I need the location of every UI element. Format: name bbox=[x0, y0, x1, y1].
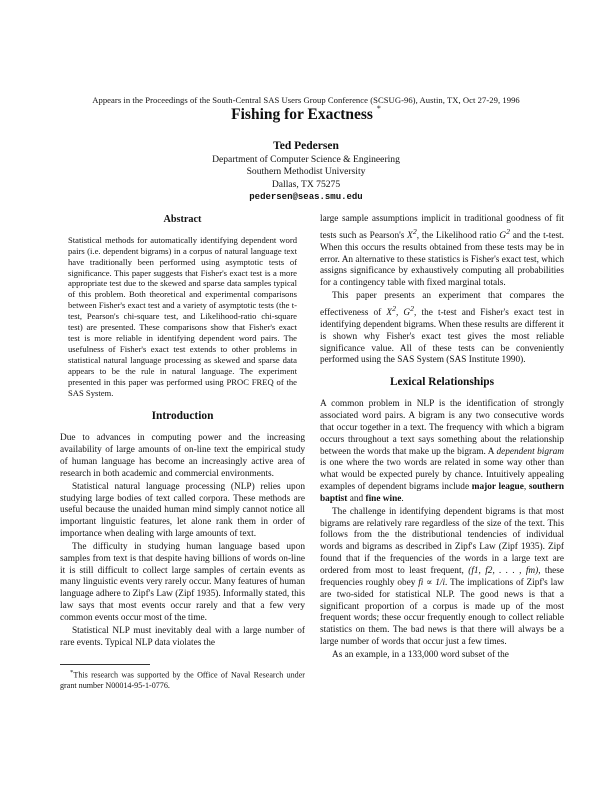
author-name: Ted Pedersen bbox=[273, 140, 339, 152]
lexical-heading: Lexical Relationships bbox=[389, 376, 495, 389]
lexical-paragraph-3: As an example, in a 133,000 word subset of the bbox=[332, 649, 509, 660]
math-frequency-sequence: (f1, f2, . . . , fm) bbox=[468, 565, 539, 576]
math-var: X bbox=[386, 308, 393, 319]
right-column bbox=[320, 214, 564, 662]
text-run: . bbox=[401, 493, 404, 504]
text-run: , bbox=[523, 482, 529, 493]
text-run: , these frequencies roughly obey bbox=[320, 565, 564, 588]
footnote-rule bbox=[60, 664, 150, 665]
paper-presents-paragraph bbox=[320, 291, 564, 367]
affiliation-university: Southern Methodist University bbox=[246, 166, 366, 178]
math-g-squared bbox=[499, 226, 510, 241]
lexical-paragraph-1 bbox=[320, 399, 564, 506]
math-exp: 2 bbox=[392, 304, 396, 313]
text-run: This paper presents an experiment that compares the effectiveness of bbox=[320, 291, 564, 319]
abstract-text: Statistical methods for automatically identifying dependent word pairs (i.e. dependent bigrams) in a corpus of natural language text have traditionally been performed using asymptotic tests of significance. This paper suggests that Fisher's exact test is a more appropriate test due to the skewed and sparse data samples typical of this problem. Both theoretical and experimental comparisons between Fisher's exact test and a variety of asymptotic tests (the t-test, Pearson's chi-square test, and Likelihood-ratio chi-square test) are presented. These comparisons show that Fisher's exact test is more reliable in identifying dependent word pairs. The usefulness of Fisher's exact test extends to other problems in statistical natural language processing as skewed and sparse data appears to be the rule in natural language. The experiment presented in this paper was performed using PROC FREQ of the SAS System. bbox=[68, 234, 297, 398]
math-x-squared bbox=[386, 304, 396, 319]
intro-paragraph-2: Statistical natural language processing (NLP) relies upon studying large bodies of text called corpora. These methods are useful because the unaided human mind simply cannot notice all important linguistic features, let alone rank them in order of importance when dealing with large amounts of text. bbox=[60, 481, 305, 540]
title-footnote-mark: * bbox=[376, 104, 381, 113]
footnote-mark: * bbox=[70, 669, 74, 677]
intro-paragraph-4: Statistical NLP must inevitably deal with a large number of rare events. Typical NLP data violates the bbox=[60, 625, 305, 648]
text-run: , the Likelihood ratio bbox=[416, 230, 500, 241]
emphasis-term: dependent bigram bbox=[496, 446, 564, 457]
continued-paragraph bbox=[320, 214, 564, 290]
example-bigram: major league bbox=[471, 482, 524, 493]
title-text: Fishing for Exactness bbox=[231, 106, 373, 124]
paper-title bbox=[0, 106, 612, 124]
math-x-squared bbox=[407, 226, 417, 241]
intro-paragraph-3: The difficulty in studying human language based upon samples from text is that despite having billions of words on-line it is still difficult to collect large samples of certain events as many linguistic events very rarely occur. Many features of human language adhere to Zipf's Law (Zipf 1935). Informally stated, this law says that most events occur rarely and that a few very common events occur most of the time. bbox=[60, 541, 305, 623]
math-var: G bbox=[403, 308, 411, 319]
text-run: , bbox=[395, 308, 404, 319]
introduction-heading: Introduction bbox=[151, 410, 214, 423]
text-run: and bbox=[347, 493, 366, 504]
footnote-text: This research was supported by the Office of Naval Research under grant number N00014-95-1-0776. bbox=[60, 671, 305, 691]
example-bigram: fine wine bbox=[365, 493, 402, 504]
text-run: large sample assumptions implicit in traditional goodness of fit tests such as Pearson's bbox=[320, 214, 564, 241]
abstract-heading: Abstract bbox=[163, 214, 202, 225]
math-var: X bbox=[407, 230, 413, 241]
math-zipf-law: fi ∝ 1/i bbox=[418, 577, 446, 588]
text-run: The challenge in identifying dependent bigrams is that most bigrams are relatively rare regardless of the size of the text. This follows from the the distributional tendencies of individual words and bigrams as described in Zipf's Law (Zipf 1935). Zipf found that if the frequencies of the words in a large text are ordered from most to least frequent, bbox=[320, 506, 564, 576]
text-run: A common problem in NLP is the identification of strongly associated word pairs. A bigram is any two consecutive words that occur together in a text. The frequency with which a bigram occurs throughout a text says something about the relationship between the words that make up the bigram. A bbox=[320, 399, 564, 457]
math-var: G bbox=[499, 230, 507, 241]
text-run: is one where the two words are related in some way other than what would be expected purely by chance. Intuitively appealing examples of dependent bigrams include bbox=[320, 458, 564, 493]
intro-paragraph-1: Due to advances in computing power and the increasing availability of large amounts of on-line text the empirical study of human language has become an increasingly active area of research in both academic and commercial environments. bbox=[60, 433, 305, 479]
lexical-paragraph-2 bbox=[320, 507, 564, 649]
math-exp: 2 bbox=[506, 226, 510, 236]
math-g-squared bbox=[403, 304, 415, 319]
math-exp: 2 bbox=[412, 226, 417, 236]
proceedings-note: Appears in the Proceedings of the South-Central SAS Users Group Conference (SCSUG-96), Austin, TX, Oct 27-29, 1996 bbox=[92, 95, 520, 105]
left-column bbox=[60, 214, 305, 691]
affiliation-city: Dallas, TX 75275 bbox=[271, 178, 341, 190]
author-email: pedersen@seas.smu.edu bbox=[249, 191, 363, 202]
footnote bbox=[60, 668, 305, 691]
text-run: . The implications of Zipf's law are two-sided for statistical NLP. The good news is that a significant proportion of a corpus is made up of the most frequent words; these occur frequently enough to collect reliable statistics on them. The bad news is that there will always be a large number of words that occur just a few times. bbox=[320, 577, 564, 648]
affiliation-dept: Department of Computer Science & Engineering bbox=[212, 154, 400, 165]
author-affiliation bbox=[0, 154, 612, 203]
text-run: and the t-test. When this occurs the results obtained from these tests may be in error. An alternative to these statistics is Fisher's exact test, which assigns significance by exhaustively computing all probabilities for a contingency table with fixed marginal totals. bbox=[320, 230, 565, 289]
math-exp: 2 bbox=[410, 304, 415, 313]
example-bigram: southern baptist bbox=[320, 482, 564, 504]
text-run: , the t-test and Fisher's exact test in identifying dependent bigrams. When these results are different it is shown why Fisher's exact test gives the most reliable significance value. All of these tests can be conveniently performed using the SAS System (SAS Institute 1990). bbox=[320, 308, 564, 366]
